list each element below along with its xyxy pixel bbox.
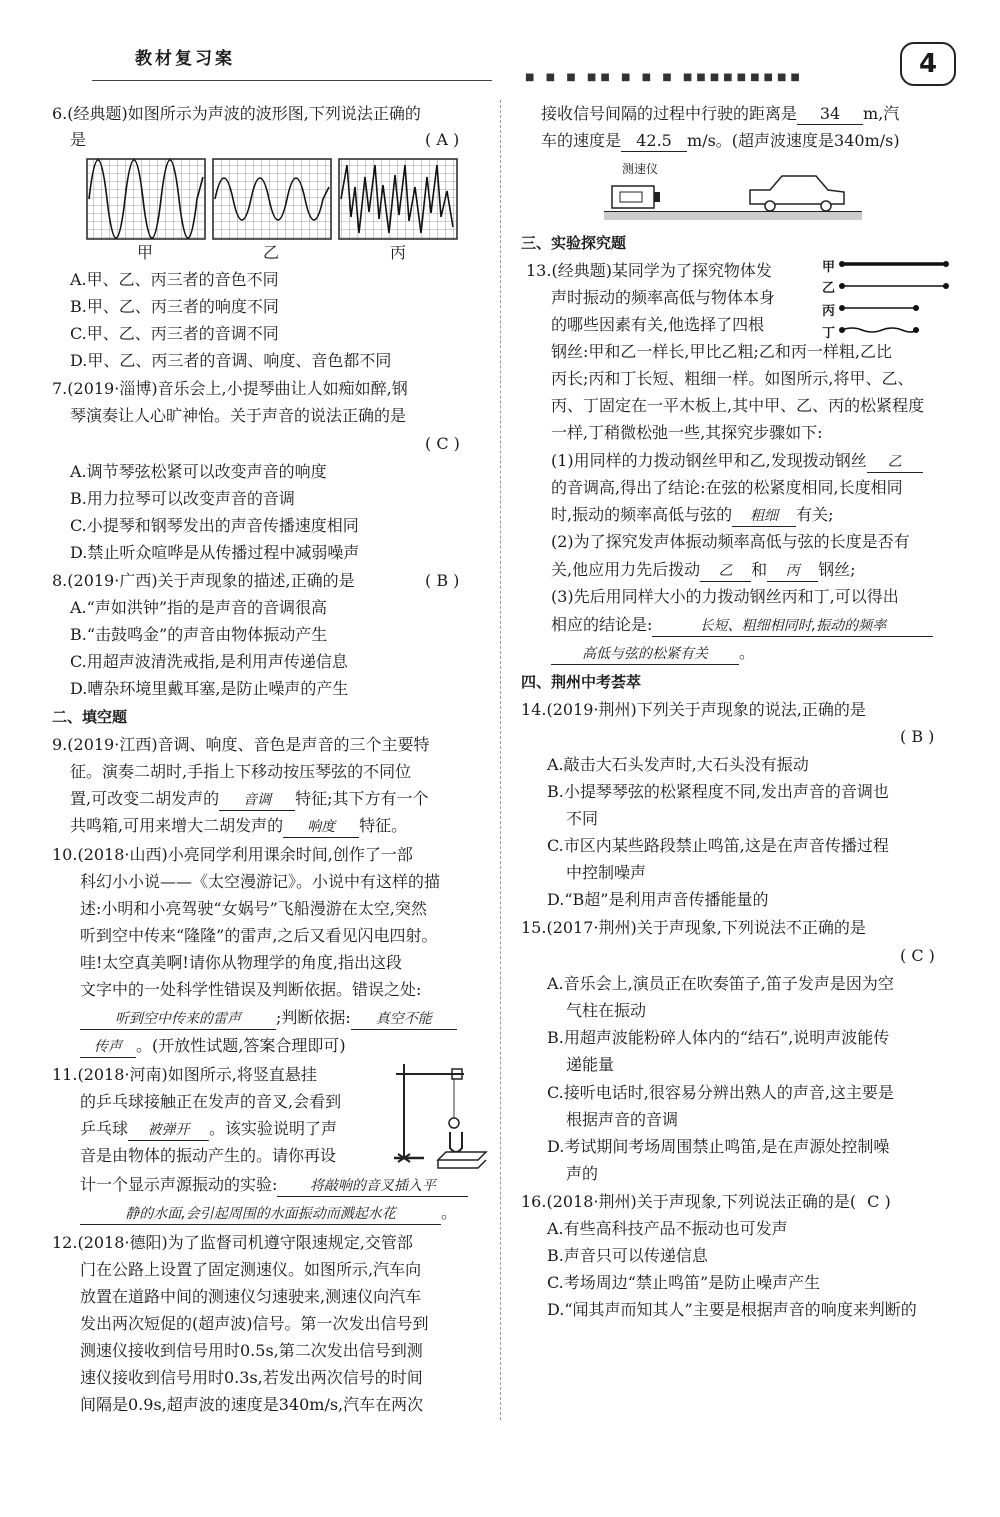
q13-step1-line1 [551, 451, 923, 473]
q10-blank-basis: 真空不能 [351, 1009, 457, 1030]
q9-text: 置,可改变二胡发声的 [70, 789, 220, 808]
q6-option-d: D.甲、乙、丙三者的音调、响度、音色都不同 [70, 351, 392, 370]
q13-step3-line1: (3)先后用同样大小的力拨动钢丝丙和丁,可以得出 [551, 587, 899, 606]
q10-text: 。(开放性试题,答案合理即可) [136, 1036, 346, 1055]
q6-stem2: 是 [70, 130, 87, 149]
q16-option-a: A.有些高科技产品不振动也可发声 [547, 1219, 788, 1238]
wire-label-bing: 丙 [822, 304, 836, 319]
q16-option-b: B.声音只可以传递信息 [547, 1246, 708, 1265]
q12-right-line2 [541, 131, 900, 152]
q12-text: 车的速度是 [541, 131, 622, 150]
q14-option-b: B.小提琴琴弦的松紧程度不同,发出声音的音调也 [547, 782, 889, 801]
section-jingzhou: 四、荆州中考荟萃 [521, 673, 642, 691]
section-fill-in: 二、填空题 [52, 708, 128, 726]
q15-option-d-cont: 声的 [566, 1164, 599, 1183]
q15-answer: ( C ) [900, 946, 935, 965]
q10-line4: 听到空中传来“隆隆”的雷声,之后又看见闪电四射。 [80, 926, 438, 945]
header-rule [92, 80, 492, 81]
q13-line5: 丙长;丙和丁长短、粗细一样。如图所示,将甲、乙、 [551, 369, 914, 388]
q10-text: ;判断依据: [276, 1008, 351, 1027]
q16-stem [521, 1192, 891, 1212]
q9-line4 [70, 816, 407, 838]
wire-label-jia: 甲 [822, 260, 836, 275]
q9-line1: 9.(2019·江西)音调、响度、音色是声音的三个主要特 [52, 735, 430, 754]
q6-option-a: A.甲、乙、丙三者的音色不同 [70, 270, 279, 289]
q13-step2-line2 [551, 560, 856, 582]
q12-speed-camera-figure [600, 160, 865, 222]
section-experiment: 三、实验探究题 [521, 234, 627, 252]
q7-option-a: A.调节琴弦松紧可以改变声音的响度 [70, 462, 327, 481]
waveform-yi [213, 159, 331, 239]
q13-wires-figure [822, 256, 952, 341]
q12-line1: 12.(2018·德阳)为了监督司机遵守限速规定,交管部 [52, 1233, 413, 1252]
q8-stem: 8.(2019·广西)关于声现象的描述,正确的是 [52, 571, 355, 590]
q8-answer: ( B ) [425, 571, 460, 590]
q16-answer: C ) [867, 1192, 891, 1211]
q14-stem: 14.(2019·荆州)下列关于声现象的说法,正确的是 [521, 700, 866, 719]
q8-option-c: C.用超声波清洗戒指,是利用声传递信息 [70, 652, 348, 671]
q15-option-a: A.音乐会上,演员正在吹奏笛子,笛子发声是因为空 [547, 974, 894, 993]
q6-option-b: B.甲、乙、丙三者的响度不同 [70, 297, 279, 316]
q11-text: 计一个显示声源振动的实验: [80, 1175, 278, 1194]
q10-line6: 文字中的一处科学性错误及判断依据。错误之处: [80, 980, 422, 999]
wire-label-ding: 丁 [822, 326, 836, 341]
q11-tuning-fork-figure [392, 1060, 492, 1172]
q12-line2: 门在公路上设置了固定测速仪。如图所示,汽车向 [80, 1260, 422, 1279]
page-number-badge [900, 42, 956, 86]
q6-label-jia: 甲 [137, 243, 154, 262]
q7-stem2: 琴演奏让人心旷神怡。关于声音的说法正确的是 [70, 406, 407, 425]
q11-line6 [80, 1203, 457, 1225]
q10-line5: 哇!太空真美啊!请你从物理学的角度,指出这段 [80, 953, 402, 972]
q15-option-a-cont: 气柱在振动 [566, 1001, 647, 1020]
q13-line2: 声时振动的频率高低与物体本身 [551, 288, 776, 307]
q13-text: 有关; [796, 505, 834, 524]
q9-text: 共鸣箱,可用来增大二胡发声的 [70, 816, 284, 835]
q11-line5 [80, 1175, 468, 1197]
q12-line3: 放置在道路中间的测速仪匀速驶来,测速仪向汽车 [80, 1287, 422, 1306]
q13-text: (1)用同样的力拨动钢丝甲和乙,发现拨动钢丝 [551, 451, 867, 470]
q7-stem1: 7.(2019·淄博)音乐会上,小提琴曲让人如痴如醉,钢 [52, 379, 408, 398]
q7-option-c: C.小提琴和钢琴发出的声音传播速度相同 [70, 516, 359, 535]
q13-text: 和 [751, 560, 768, 579]
q12-line4: 发出两次短促的(超声波)信号。第一次发出信号到 [80, 1314, 429, 1333]
waveform-jia [87, 159, 205, 239]
q14-option-d: D.“B超”是利用声音传播能量的 [547, 890, 769, 909]
q11-blank2-cont: 静的水面,会引起周围的水面振动而溅起水花 [80, 1204, 441, 1225]
q16-option-c: C.考场周边“禁止鸣笛”是防止噪声产生 [547, 1273, 821, 1292]
q8-option-b: B.“击鼓鸣金”的声音由物体振动产生 [70, 625, 328, 644]
q12-blank-speed: 42.5 [621, 131, 687, 152]
q8-option-d: D.嘈杂环境里戴耳塞,是防止噪声的产生 [70, 679, 349, 698]
q13-text: 钢丝; [818, 560, 856, 579]
q13-blank2: 粗细 [732, 506, 796, 527]
header-title: 教材复习案 [135, 49, 235, 69]
q9-line3 [70, 789, 429, 811]
q11-text: 。 [441, 1203, 458, 1222]
q6-waveform-figure [85, 157, 465, 247]
q13-blank4: 丙 [767, 561, 818, 582]
q6-stem1: 6.(经典题)如图所示为声波的波形图,下列说法正确的 [52, 104, 421, 123]
wire-label-yi: 乙 [822, 281, 836, 296]
q12-right-line1 [541, 104, 899, 125]
q13-step1-line2: 的音调高,得出了结论:在弦的松紧度相同,长度相同 [551, 478, 903, 497]
q9-blank1: 音调 [219, 790, 295, 811]
q9-text: 特征。 [359, 816, 408, 835]
q16-stem-text: 16.(2018·荆州)关于声现象,下列说法正确的是( [521, 1192, 857, 1211]
q13-blank5: 长短、粗细相同时,振动的频率 [652, 616, 933, 637]
q13-text: 。 [739, 643, 756, 662]
q13-blank1: 乙 [867, 452, 923, 473]
q6-answer: ( A ) [425, 130, 460, 149]
q11-text: 乒乓球 [80, 1119, 129, 1138]
q12-blank-distance: 34 [797, 104, 863, 125]
q12-line5: 测速仪接收到信号用时0.5s,第二次发出信号到测 [80, 1341, 423, 1360]
q11-line3 [80, 1119, 337, 1141]
q12-text: m/s。(超声波速度是340m/s) [687, 131, 900, 150]
q12-text: 接收信号间隔的过程中行驶的距离是 [541, 104, 798, 123]
q16-option-d: D.“闻其声而知其人”主要是根据声音的响度来判断的 [547, 1300, 917, 1319]
q15-option-d: D.考试期间考场周围禁止鸣笛,是在声源处控制噪 [547, 1137, 890, 1156]
q10-blank-basis-cont: 传声 [80, 1037, 136, 1058]
page-number: 4 [918, 49, 938, 79]
device-label: 测速仪 [622, 162, 659, 176]
header-dots: ■ ■ ■ ■■ ■ ■ ■ ■■■■■■■■■ [525, 72, 804, 83]
q13-line4: 钢丝:甲和乙一样长,甲比乙粗;乙和丙一样粗,乙比 [551, 342, 892, 361]
q10-line2: 科幻小小说——《太空漫游记》。小说中有这样的描 [80, 872, 441, 891]
q13-step3-line3 [551, 643, 755, 665]
q12-line6: 速仪接收到信号用时0.3s,若发出两次信号的时间 [80, 1368, 423, 1387]
q13-text: 时,振动的频率高低与弦的 [551, 505, 733, 524]
q11-blank1: 被弹开 [128, 1120, 209, 1141]
q11-blank2: 将敲响的音叉插入平 [277, 1176, 468, 1197]
q11-line4: 音是由物体的振动产生的。请你再设 [80, 1146, 337, 1165]
q7-option-b: B.用力拉琴可以改变声音的音调 [70, 489, 295, 508]
q13-text: 相应的结论是: [551, 615, 653, 634]
waveform-bing [339, 159, 457, 239]
q14-option-a: A.敲击大石头发声时,大石头没有振动 [547, 755, 809, 774]
q15-stem: 15.(2017·荆州)关于声现象,下列说法不正确的是 [521, 918, 866, 937]
q10-blank-error: 听到空中传来的雷声 [80, 1009, 276, 1030]
q12-line7: 间隔是0.9s,超声波的速度是340m/s,汽车在两次 [80, 1395, 424, 1414]
q8-option-a: A.“声如洪钟”指的是声音的音调很高 [70, 598, 328, 617]
column-divider [500, 100, 501, 1420]
q13-text: 关,他应用力先后拨动 [551, 560, 701, 579]
q10-line7 [80, 1008, 457, 1030]
q15-option-b-cont: 递能量 [566, 1055, 615, 1074]
q13-step1-line3 [551, 505, 834, 527]
q6-label-yi: 乙 [263, 243, 280, 262]
q15-option-b: B.用超声波能粉碎人体内的“结石”,说明声波能传 [547, 1028, 890, 1047]
q9-line2: 征。演奏二胡时,手指上下移动按压琴弦的不同位 [70, 762, 412, 781]
q15-option-c: C.接听电话时,很容易分辨出熟人的声音,这主要是 [547, 1083, 894, 1102]
q7-option-d: D.禁止听众喧哗是从传播过程中减弱噪声 [70, 543, 360, 562]
q12-text: m,汽 [863, 104, 900, 123]
q13-line1: 13.(经典题)某同学为了探究物体发 [526, 261, 772, 280]
q11-text: 。该实验说明了声 [209, 1119, 338, 1138]
q13-blank5-cont: 高低与弦的松紧有关 [551, 644, 739, 665]
q11-line1: 11.(2018·河南)如图所示,将竖直悬挂 [52, 1065, 317, 1084]
q13-line6: 丙、丁固定在一平木板上,其中甲、乙、丙的松紧程度 [551, 396, 925, 415]
q15-option-c-cont: 根据声音的音调 [566, 1110, 679, 1129]
q14-answer: ( B ) [900, 727, 935, 746]
q9-text: 特征;其下方有一个 [295, 789, 429, 808]
q13-line7: 一样,丁稍微松弛一些,其探究步骤如下: [551, 423, 823, 442]
q13-blank3: 乙 [700, 561, 751, 582]
q10-line3: 述:小明和小亮驾驶“女娲号”飞船漫游在太空,突然 [80, 899, 427, 918]
q10-line1: 10.(2018·山西)小亮同学利用课余时间,创作了一部 [52, 845, 413, 864]
q14-option-c-cont: 中控制噪声 [566, 863, 647, 882]
q6-option-c: C.甲、乙、丙三者的音调不同 [70, 324, 279, 343]
q10-line8 [80, 1036, 346, 1058]
q6-label-bing: 丙 [390, 243, 407, 262]
q13-line3: 的哪些因素有关,他选择了四根 [551, 315, 765, 334]
q14-option-b-cont: 不同 [566, 809, 599, 828]
q14-option-c: C.市区内某些路段禁止鸣笛,这是在声音传播过程 [547, 836, 889, 855]
q13-step2-line1: (2)为了探究发声体振动频率高低与弦的长度是否有 [551, 532, 910, 551]
q9-blank2: 响度 [283, 817, 359, 838]
q11-line2: 的乒乓球接触正在发声的音叉,会看到 [80, 1092, 342, 1111]
q7-answer: ( C ) [425, 434, 460, 453]
q13-step3-line2 [551, 615, 933, 637]
